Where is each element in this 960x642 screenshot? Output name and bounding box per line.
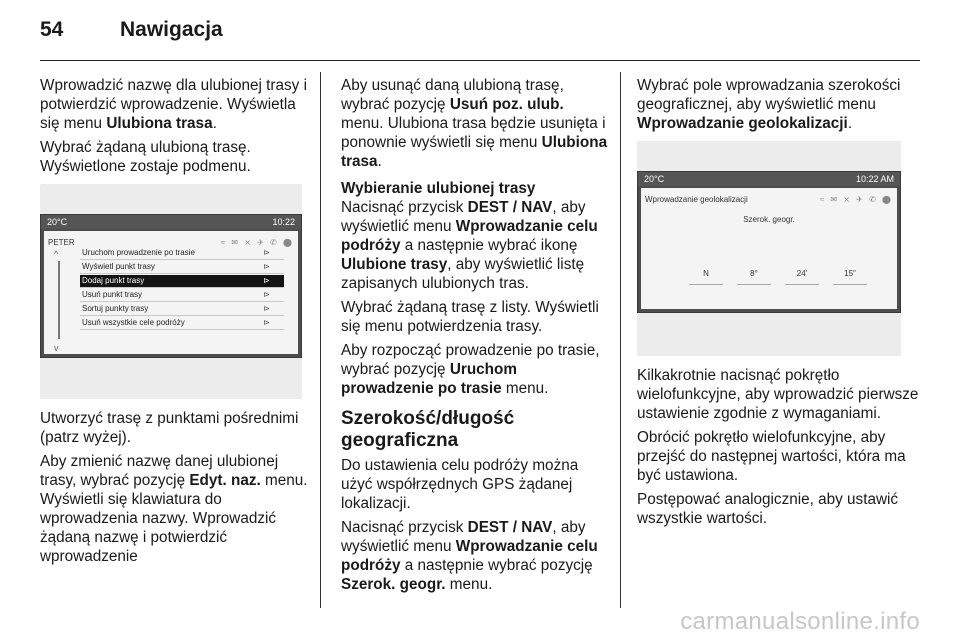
display-screen <box>637 171 901 313</box>
column-divider-2 <box>620 72 621 608</box>
chevron-right-icon: ⊳ <box>263 248 270 257</box>
page-title: Nawigacja <box>120 18 223 41</box>
scrollbar[interactable] <box>58 261 60 339</box>
hemisphere-field[interactable]: N <box>689 264 723 285</box>
menu-item[interactable]: Usuń wszystkie cele podróży ⊳ <box>80 317 284 330</box>
paragraph: Aby rozpocząć prowadzenie po trasie, wybrać pozycję Uruchom prowadzenie po trasie menu. <box>341 342 600 397</box>
seconds-field[interactable]: 15" <box>833 264 867 285</box>
paragraph: Utworzyć trasę z punktami pośrednimi (patrz wyżej). <box>40 410 299 446</box>
page-number: 54 <box>40 18 64 41</box>
column-divider-1 <box>320 72 321 608</box>
paragraph: Wybrać żądaną ulubioną trasę. Wyświetlone zostaje podmenu. <box>40 139 251 175</box>
latitude-label: Szerok. geogr. <box>743 215 795 224</box>
paragraph: Aby zmienić nazwę danej ulubionej trasy, wybrać pozycję Edyt. naz. menu. Wyświetli się klawiatura do wprowadzenia nazwy. Wprowadzić żądaną nazwę i potwierdzić wprowadzenie <box>40 453 308 565</box>
minutes-field[interactable]: 24' <box>785 264 819 285</box>
temperature: 20°C <box>47 216 68 227</box>
column-2 <box>341 76 609 599</box>
header-rule <box>40 60 920 61</box>
menu-item[interactable]: Sortuj punkty trasy ⊳ <box>80 303 284 316</box>
menu-item[interactable]: Wyświetl punkt trasy ⊳ <box>80 261 284 274</box>
paragraph: Aby usunąć daną ulubioną trasę, wybrać pozycję Usuń poz. ulub. menu. Ulubiona trasa będzie usunięta i ponownie wyświetli się menu Ulubiona trasa. <box>341 77 608 170</box>
clock: 10:22 AM <box>855 173 894 184</box>
menu-item-selected[interactable]: Dodaj punkt trasy ⊳ <box>80 275 284 288</box>
paragraph: Nacisnąć przycisk DEST / NAV, aby wyświetlić menu Wprowadzanie celu podróży a następnie wybrać pozycję Szerok. geogr. menu. <box>341 519 598 593</box>
chevron-right-icon: ⊳ <box>263 318 270 327</box>
status-icons: ≈ ✉ ⨯ ✈ ✆ ⬤ <box>819 195 893 204</box>
subheading: Wybieranie ulubionej trasy <box>341 180 536 197</box>
display-screen <box>40 214 302 358</box>
menu-item[interactable]: Uruchom prowadzenie po trasie ⊳ <box>80 247 284 260</box>
column-3 <box>637 76 919 533</box>
status-icons: ≈ ✉ ⨯ ✈ ✆ ⬤ <box>220 238 294 247</box>
screen-title: Wprowadzanie geolokalizacji <box>645 195 748 204</box>
paragraph: Wybrać pole wprowadzania szerokości geograficznej, aby wyświetlić menu Wprowadzanie geolokalizacji. <box>637 77 901 132</box>
screenshot-route-menu <box>40 184 302 399</box>
screen-title: PETER <box>48 238 75 247</box>
degrees-field[interactable]: 8° <box>737 264 771 285</box>
paragraph: Postępować analogicznie, aby ustawić wszystkie wartości. <box>637 491 899 527</box>
screenshot-geolocation <box>637 141 901 356</box>
screen-title-bar <box>641 188 897 211</box>
paragraph: Kilkakrotnie nacisnąć pokrętło wielofunkcyjne, aby wprowadzić pierwsze ustawienie zgodnie z wymaganiami. <box>637 367 919 422</box>
temperature: 20°C <box>644 173 665 184</box>
chevron-right-icon: ⊳ <box>263 276 270 285</box>
paragraph: Do ustawienia celu podróży można użyć współrzędnych GPS żądanej lokalizacji. <box>341 457 579 512</box>
status-bar <box>638 172 900 186</box>
chevron-right-icon: ⊳ <box>263 262 270 271</box>
paragraph: Wprowadzić nazwę dla ulubionej trasy i potwierdzić wprowadzenie. Wyświetla się menu Ulubiona trasa. <box>40 77 307 132</box>
scroll-up-icon[interactable]: ^ <box>54 249 59 259</box>
menu-item[interactable]: Usuń punkt trasy ⊳ <box>80 289 284 302</box>
status-bar <box>41 215 301 229</box>
page-header <box>40 18 223 48</box>
scroll-down-icon[interactable]: v <box>54 343 59 353</box>
paragraph: Wybrać żądaną trasę z listy. Wyświetli się menu potwierdzenia trasy. <box>341 299 599 335</box>
section-heading: Szerokość/długość geograficzna <box>341 408 515 451</box>
paragraph: Obrócić pokrętło wielofunkcyjne, aby przejść do następnej wartości, która ma być ustawiona. <box>637 429 906 484</box>
screen-body <box>641 188 897 309</box>
paragraph: Nacisnąć przycisk DEST / NAV, aby wyświetlić menu Wprowadzanie celu podróży a następnie wybrać ikonę Ulubione trasy, aby wyświetlić listę zapisanych ulubionych tras. <box>341 199 598 292</box>
screen-body <box>44 231 298 354</box>
chevron-right-icon: ⊳ <box>263 290 270 299</box>
watermark: carmanualsonline.info <box>680 608 920 635</box>
clock: 10:22 <box>272 216 295 227</box>
column-1 <box>40 76 310 571</box>
chevron-right-icon: ⊳ <box>263 304 270 313</box>
